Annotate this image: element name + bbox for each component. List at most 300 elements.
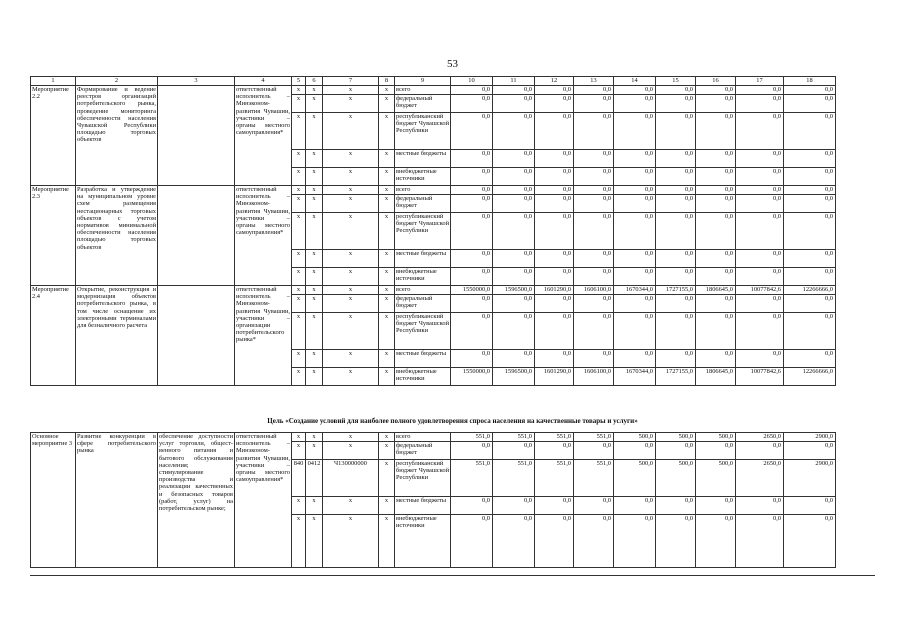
budget-code-c7: х — [323, 433, 379, 442]
funding-source: всего — [395, 86, 451, 95]
goal-heading: Цель «Создание условий для наиболее полного удовлетворения спроса населения на качественные товары и услуги» — [267, 417, 638, 425]
funding-value: 0,0 — [784, 195, 836, 213]
funding-value: 0,0 — [574, 113, 614, 150]
funding-value: 0,0 — [614, 350, 656, 368]
funding-value: 1596500,0 — [493, 286, 535, 295]
budget-code-c5: х — [292, 295, 306, 313]
budget-code-c7: х — [323, 313, 379, 350]
column-number: 7 — [323, 77, 379, 86]
measure-code: Мероприятие 2.2 — [31, 86, 76, 186]
funding-value: 0,0 — [784, 268, 836, 286]
funding-value: 0,0 — [736, 350, 784, 368]
funding-value: 0,0 — [574, 86, 614, 95]
budget-code-c5: х — [292, 150, 306, 168]
funding-value: 0,0 — [614, 295, 656, 313]
column-number: 12 — [535, 77, 574, 86]
funding-value: 0,0 — [451, 350, 493, 368]
funding-value: 0,0 — [696, 313, 736, 350]
funding-value: 0,0 — [696, 86, 736, 95]
budget-code-c5: х — [292, 497, 306, 515]
budget-code-c6: х — [306, 295, 323, 313]
funding-source: внебюджетные источники — [395, 168, 451, 186]
budget-code-c5: х — [292, 433, 306, 442]
funding-value: 0,0 — [614, 268, 656, 286]
funding-value: 0,0 — [784, 442, 836, 460]
funding-value: 1596500,0 — [493, 368, 535, 386]
page-number: 53 — [447, 58, 458, 70]
funding-value: 0,0 — [736, 113, 784, 150]
funding-value: 1550000,0 — [451, 368, 493, 386]
funding-source: всего — [395, 433, 451, 442]
funding-value: 0,0 — [451, 186, 493, 195]
funding-value: 0,0 — [656, 442, 696, 460]
table-row — [31, 433, 836, 442]
funding-value: 2900,0 — [784, 460, 836, 497]
column-number: 9 — [395, 77, 451, 86]
budget-code-c6: х — [306, 433, 323, 442]
funding-value: 10077842,6 — [736, 368, 784, 386]
budget-code-c5: х — [292, 515, 306, 568]
funding-value: 0,0 — [614, 168, 656, 186]
funding-source: местные бюджеты — [395, 250, 451, 268]
funding-value: 0,0 — [493, 497, 535, 515]
budget-code-c5: х — [292, 368, 306, 386]
funding-value: 0,0 — [656, 295, 696, 313]
funding-value: 0,0 — [614, 213, 656, 250]
budget-code-c8: х — [379, 515, 395, 568]
funding-value: 0,0 — [493, 268, 535, 286]
funding-value: 0,0 — [614, 250, 656, 268]
funding-value: 0,0 — [535, 497, 574, 515]
funding-value: 500,0 — [656, 460, 696, 497]
funding-value: 0,0 — [736, 268, 784, 286]
funding-source: местные бюджеты — [395, 497, 451, 515]
budget-code-c8: х — [379, 295, 395, 313]
funding-value: 0,0 — [656, 350, 696, 368]
table-row — [31, 186, 836, 195]
funding-value: 0,0 — [656, 497, 696, 515]
funding-value: 0,0 — [451, 113, 493, 150]
funding-value: 0,0 — [736, 168, 784, 186]
funding-source: всего — [395, 186, 451, 195]
funding-value: 0,0 — [574, 195, 614, 213]
funding-value: 0,0 — [493, 213, 535, 250]
funding-value: 0,0 — [696, 442, 736, 460]
funding-value: 1606100,0 — [574, 286, 614, 295]
funding-source: федеральный бюджет — [395, 95, 451, 113]
budget-code-c7: х — [323, 95, 379, 113]
funding-source: всего — [395, 286, 451, 295]
funding-value: 0,0 — [451, 213, 493, 250]
measure-task — [158, 86, 235, 186]
funding-value: 551,0 — [493, 433, 535, 442]
budget-code-c8: х — [379, 350, 395, 368]
funding-value: 0,0 — [493, 250, 535, 268]
funding-source: республиканский бюджет Чувашской Республики — [395, 113, 451, 150]
funding-value: 0,0 — [656, 150, 696, 168]
funding-value: 0,0 — [535, 195, 574, 213]
funding-value: 0,0 — [696, 113, 736, 150]
column-number: 16 — [696, 77, 736, 86]
funding-value: 0,0 — [696, 497, 736, 515]
funding-value: 0,0 — [451, 515, 493, 568]
funding-value: 0,0 — [574, 213, 614, 250]
funding-value: 0,0 — [574, 186, 614, 195]
funding-value: 0,0 — [736, 515, 784, 568]
funding-value: 1601290,0 — [535, 368, 574, 386]
funding-value: 500,0 — [696, 460, 736, 497]
funding-value: 0,0 — [614, 313, 656, 350]
table-row — [31, 86, 836, 95]
budget-code-c5: х — [292, 286, 306, 295]
funding-value: 0,0 — [656, 86, 696, 95]
funding-source: внебюджетные источники — [395, 515, 451, 568]
funding-value: 551,0 — [574, 433, 614, 442]
funding-value: 0,0 — [656, 95, 696, 113]
funding-value: 0,0 — [535, 86, 574, 95]
funding-source: местные бюджеты — [395, 350, 451, 368]
funding-value: 0,0 — [535, 515, 574, 568]
budget-code-c8: х — [379, 250, 395, 268]
funding-value: 551,0 — [535, 433, 574, 442]
budget-code-c5: х — [292, 350, 306, 368]
funding-value: 10077842,6 — [736, 286, 784, 295]
budget-code-c6: х — [306, 268, 323, 286]
funding-value: 0,0 — [574, 313, 614, 350]
budget-code-c5: х — [292, 168, 306, 186]
funding-source: республиканский бюджет Чувашской Республики — [395, 460, 451, 497]
funding-value: 1727155,0 — [656, 368, 696, 386]
funding-source: федеральный бюджет — [395, 195, 451, 213]
budget-code-c7: х — [323, 113, 379, 150]
funding-value: 0,0 — [493, 350, 535, 368]
measure-name: Формирование и ведение реестров организаций потребительского рынка, проведение мониторинга обеспеченности населения Чувашской Республики площадью торговых объектов — [76, 86, 158, 186]
budget-code-c7: х — [323, 286, 379, 295]
funding-value: 0,0 — [614, 113, 656, 150]
budget-code-c7: х — [323, 250, 379, 268]
funding-value: 500,0 — [656, 433, 696, 442]
funding-value: 0,0 — [574, 95, 614, 113]
funding-value: 0,0 — [656, 195, 696, 213]
funding-value: 0,0 — [656, 250, 696, 268]
funding-value: 500,0 — [614, 433, 656, 442]
column-number: 8 — [379, 77, 395, 86]
column-number: 18 — [784, 77, 836, 86]
funding-value: 0,0 — [736, 150, 784, 168]
funding-value: 0,0 — [574, 150, 614, 168]
funding-value: 0,0 — [451, 497, 493, 515]
funding-value: 551,0 — [451, 460, 493, 497]
funding-value: 0,0 — [736, 86, 784, 95]
budget-code-c6: х — [306, 168, 323, 186]
funding-value: 0,0 — [493, 113, 535, 150]
funding-value: 0,0 — [656, 268, 696, 286]
responsible-executor: ответственный исполнитель – Минэкономразвития Чувашии, участники – организации потребительского рынка* — [235, 286, 292, 386]
funding-value: 0,0 — [614, 195, 656, 213]
funding-value: 0,0 — [784, 95, 836, 113]
funding-value: 0,0 — [451, 168, 493, 186]
budget-code-c5: х — [292, 313, 306, 350]
funding-value: 0,0 — [535, 213, 574, 250]
funding-value: 0,0 — [451, 295, 493, 313]
budget-code-c6: х — [306, 350, 323, 368]
funding-value: 0,0 — [493, 515, 535, 568]
funding-value: 0,0 — [614, 442, 656, 460]
bottom-rule — [30, 575, 875, 576]
funding-value: 0,0 — [493, 86, 535, 95]
funding-value: 2900,0 — [784, 433, 836, 442]
budget-code-c5: х — [292, 268, 306, 286]
funding-value: 0,0 — [535, 168, 574, 186]
budget-code-c6: х — [306, 442, 323, 460]
funding-value: 0,0 — [656, 186, 696, 195]
budget-code-c5: 840 — [292, 460, 306, 497]
funding-value: 0,0 — [574, 442, 614, 460]
funding-value: 0,0 — [736, 295, 784, 313]
budget-code-c7: х — [323, 86, 379, 95]
budget-code-c6: х — [306, 250, 323, 268]
funding-value: 0,0 — [535, 250, 574, 268]
main-measure-table — [30, 432, 836, 568]
funding-value: 0,0 — [656, 168, 696, 186]
budget-code-c7: х — [323, 295, 379, 313]
funding-value: 0,0 — [696, 268, 736, 286]
funding-value: 0,0 — [656, 213, 696, 250]
funding-value: 0,0 — [493, 313, 535, 350]
funding-source: внебюджетные источники — [395, 268, 451, 286]
funding-value: 0,0 — [535, 150, 574, 168]
funding-value: 0,0 — [696, 295, 736, 313]
budget-code-c5: х — [292, 113, 306, 150]
funding-value: 0,0 — [574, 497, 614, 515]
budget-code-c8: х — [379, 286, 395, 295]
funding-value: 0,0 — [614, 86, 656, 95]
funding-value: 0,0 — [784, 515, 836, 568]
funding-value: 0,0 — [784, 186, 836, 195]
funding-value: 0,0 — [574, 168, 614, 186]
column-number-row — [31, 77, 836, 86]
funding-value: 0,0 — [535, 295, 574, 313]
funding-value: 1606100,0 — [574, 368, 614, 386]
budget-code-c7: х — [323, 350, 379, 368]
funding-value: 0,0 — [784, 497, 836, 515]
funding-value: 1550000,0 — [451, 286, 493, 295]
funding-value: 0,0 — [784, 86, 836, 95]
funding-value: 0,0 — [493, 150, 535, 168]
budget-code-c5: х — [292, 186, 306, 195]
funding-value: 1806645,0 — [696, 286, 736, 295]
budget-code-c6: х — [306, 286, 323, 295]
funding-value: 0,0 — [574, 295, 614, 313]
funding-value: 500,0 — [696, 433, 736, 442]
funding-value: 551,0 — [535, 460, 574, 497]
funding-value: 0,0 — [451, 313, 493, 350]
funding-value: 0,0 — [696, 95, 736, 113]
funding-value: 2650,0 — [736, 460, 784, 497]
funding-value: 0,0 — [736, 497, 784, 515]
budget-code-c6: х — [306, 86, 323, 95]
measure-code: Основное мероприятие 3 — [31, 433, 76, 568]
funding-value: 0,0 — [574, 515, 614, 568]
measures-table — [30, 76, 836, 386]
funding-value: 1727155,0 — [656, 286, 696, 295]
funding-value: 0,0 — [535, 95, 574, 113]
budget-code-c6: х — [306, 113, 323, 150]
funding-source: внебюджетные источники — [395, 368, 451, 386]
budget-code-c6: х — [306, 515, 323, 568]
budget-code-c8: х — [379, 95, 395, 113]
funding-value: 551,0 — [574, 460, 614, 497]
budget-code-c6: х — [306, 368, 323, 386]
budget-code-c8: х — [379, 150, 395, 168]
funding-source: республиканский бюджет Чувашской Республики — [395, 313, 451, 350]
budget-code-c8: х — [379, 195, 395, 213]
responsible-executor: ответственный исполнитель – Минэкономразвития Чувашии, участники – органы местного самоуправления* — [235, 186, 292, 286]
funding-value: 0,0 — [656, 313, 696, 350]
funding-value: 0,0 — [535, 442, 574, 460]
budget-code-c8: х — [379, 168, 395, 186]
funding-value: 0,0 — [736, 442, 784, 460]
funding-value: 0,0 — [736, 195, 784, 213]
budget-code-c7: х — [323, 268, 379, 286]
funding-value: 0,0 — [736, 186, 784, 195]
funding-value: 0,0 — [451, 86, 493, 95]
funding-value: 0,0 — [784, 313, 836, 350]
funding-value: 12266666,0 — [784, 286, 836, 295]
funding-value: 0,0 — [656, 515, 696, 568]
funding-value: 0,0 — [614, 515, 656, 568]
funding-value: 0,0 — [784, 250, 836, 268]
column-number: 13 — [574, 77, 614, 86]
measure-task: обеспечение доступности услуг торговли, общественного питания и бытового обслуживания населения; стимулирование производства и реализации качественных и безопасных товаров (работ, услуг) на потребительском рынке; — [158, 433, 235, 568]
funding-value: 0,0 — [451, 95, 493, 113]
funding-value: 0,0 — [614, 150, 656, 168]
column-number: 1 — [31, 77, 76, 86]
budget-code-c8: х — [379, 186, 395, 195]
budget-code-c7: х — [323, 497, 379, 515]
funding-value: 1806645,0 — [696, 368, 736, 386]
funding-value: 0,0 — [451, 150, 493, 168]
budget-code-c6: х — [306, 195, 323, 213]
funding-value: 0,0 — [493, 195, 535, 213]
funding-value: 0,0 — [535, 186, 574, 195]
funding-value: 0,0 — [451, 195, 493, 213]
budget-code-c5: х — [292, 213, 306, 250]
column-number: 4 — [235, 77, 292, 86]
funding-value: 0,0 — [493, 95, 535, 113]
funding-value: 0,0 — [736, 250, 784, 268]
budget-code-c6: х — [306, 95, 323, 113]
funding-value: 0,0 — [696, 168, 736, 186]
funding-value: 0,0 — [736, 213, 784, 250]
budget-code-c6: х — [306, 150, 323, 168]
budget-code-c6: х — [306, 497, 323, 515]
funding-value: 0,0 — [736, 95, 784, 113]
responsible-executor: ответственный исполнитель – Минэкономразвития Чувашии, участники – органы местного самоуправления* — [235, 433, 292, 568]
budget-code-c6: х — [306, 313, 323, 350]
funding-value: 0,0 — [451, 442, 493, 460]
funding-value: 0,0 — [574, 268, 614, 286]
funding-value: 551,0 — [451, 433, 493, 442]
funding-value: 0,0 — [574, 350, 614, 368]
budget-code-c6: х — [306, 213, 323, 250]
funding-value: 0,0 — [614, 497, 656, 515]
budget-code-c5: х — [292, 195, 306, 213]
budget-code-c7: х — [323, 168, 379, 186]
column-number: 6 — [306, 77, 323, 86]
budget-code-c6: 0412 — [306, 460, 323, 497]
budget-code-c6: х — [306, 186, 323, 195]
budget-code-c8: х — [379, 213, 395, 250]
funding-value: 1601290,0 — [535, 286, 574, 295]
budget-code-c8: х — [379, 368, 395, 386]
budget-code-c5: х — [292, 442, 306, 460]
column-number: 3 — [158, 77, 235, 86]
funding-value: 0,0 — [696, 350, 736, 368]
budget-code-c5: х — [292, 95, 306, 113]
measure-code: Мероприятие 2.4 — [31, 286, 76, 386]
funding-value: 0,0 — [493, 442, 535, 460]
funding-value: 0,0 — [535, 350, 574, 368]
funding-value: 0,0 — [784, 213, 836, 250]
measure-code: Мероприятие 2.3 — [31, 186, 76, 286]
column-number: 2 — [76, 77, 158, 86]
funding-value: 0,0 — [784, 168, 836, 186]
funding-source: местные бюджеты — [395, 150, 451, 168]
funding-value: 0,0 — [784, 295, 836, 313]
funding-value: 0,0 — [493, 295, 535, 313]
funding-value: 0,0 — [451, 268, 493, 286]
column-number: 5 — [292, 77, 306, 86]
funding-value: 0,0 — [451, 250, 493, 268]
budget-code-c8: х — [379, 433, 395, 442]
funding-value: 0,0 — [736, 313, 784, 350]
funding-value: 0,0 — [493, 186, 535, 195]
budget-code-c8: х — [379, 268, 395, 286]
funding-value: 0,0 — [614, 186, 656, 195]
funding-value: 0,0 — [656, 113, 696, 150]
budget-code-c8: х — [379, 113, 395, 150]
funding-value: 0,0 — [696, 250, 736, 268]
budget-code-c7: Ч130000000 — [323, 460, 379, 497]
funding-value: 12266666,0 — [784, 368, 836, 386]
measure-name: Разработка и утверждение на муниципальном уровне схем размещения нестационарных торговых объектов с учетом нормативов минимальной обеспеченности населения площадью торговых объектов — [76, 186, 158, 286]
funding-value: 0,0 — [535, 268, 574, 286]
funding-source: республиканский бюджет Чувашской Республики — [395, 213, 451, 250]
funding-value: 1670344,0 — [614, 286, 656, 295]
funding-value: 0,0 — [493, 168, 535, 186]
budget-code-c7: х — [323, 213, 379, 250]
budget-code-c5: х — [292, 86, 306, 95]
budget-code-c7: х — [323, 515, 379, 568]
funding-source: федеральный бюджет — [395, 442, 451, 460]
funding-value: 0,0 — [784, 350, 836, 368]
funding-value: 551,0 — [493, 460, 535, 497]
funding-value: 0,0 — [696, 150, 736, 168]
funding-value: 0,0 — [696, 195, 736, 213]
budget-code-c5: х — [292, 250, 306, 268]
budget-code-c7: х — [323, 368, 379, 386]
funding-value: 0,0 — [696, 213, 736, 250]
funding-value: 2650,0 — [736, 433, 784, 442]
budget-code-c8: х — [379, 86, 395, 95]
budget-code-c8: х — [379, 497, 395, 515]
budget-code-c7: х — [323, 150, 379, 168]
funding-value: 0,0 — [614, 95, 656, 113]
funding-value: 0,0 — [574, 250, 614, 268]
funding-value: 0,0 — [535, 113, 574, 150]
funding-value: 0,0 — [696, 515, 736, 568]
